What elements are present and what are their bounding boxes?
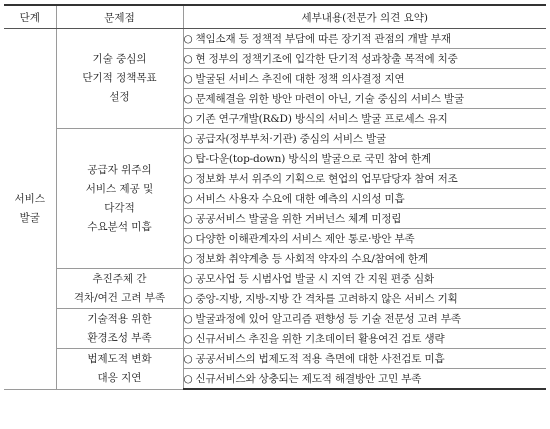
detail-text: 정보화 취약계층 등 사회적 약자의 수요/참여에 한계 <box>195 252 428 265</box>
circle-bullet-icon: ○ <box>183 92 193 105</box>
circle-bullet-icon: ○ <box>183 312 193 325</box>
stage-cell <box>4 29 56 390</box>
detail-cell <box>183 269 546 289</box>
detail-text: 다양한 이해관계자의 서비스 제안 통로·방안 부족 <box>195 232 415 245</box>
detail-cell <box>183 189 546 209</box>
detail-cell <box>183 89 546 109</box>
detail-text: 공모사업 등 시범사업 발굴 시 지역 간 지원 편중 심화 <box>195 272 435 285</box>
issue-label-line: 법제도적 변화 <box>87 352 152 365</box>
issue-cell <box>56 269 183 309</box>
detail-text: 발굴된 서비스 추진에 대한 정책 의사결정 지연 <box>195 72 405 85</box>
detail-cell <box>183 209 546 229</box>
circle-bullet-icon: ○ <box>183 232 193 245</box>
table-row <box>4 309 546 329</box>
detail-text: 공공서비스의 법제도적 적용 측면에 대한 사전검토 미흡 <box>195 352 445 365</box>
detail-cell <box>183 69 546 89</box>
table-row <box>4 129 546 149</box>
detail-cell <box>183 309 546 329</box>
stage-label-line: 서비스 <box>14 192 45 205</box>
detail-text: 서비스 사용자 수요에 대한 예측의 시의성 미흡 <box>195 192 405 205</box>
circle-bullet-icon: ○ <box>183 192 193 205</box>
detail-cell <box>183 289 546 309</box>
issue-label-line: 기술적용 위한 <box>87 312 152 325</box>
detail-cell <box>183 249 546 269</box>
detail-text: 책임소재 등 정책적 부담에 따른 장기적 관점의 개발 부재 <box>195 32 451 45</box>
circle-bullet-icon: ○ <box>183 32 193 45</box>
circle-bullet-icon: ○ <box>183 212 193 225</box>
issue-cell <box>56 129 183 269</box>
detail-text: 정보화 부서 위주의 기획으로 현업의 업무담당자 참여 저조 <box>195 172 458 185</box>
detail-text: 중앙-지방, 지방-지방 간 격차를 고려하지 않은 서비스 기획 <box>195 292 458 305</box>
circle-bullet-icon: ○ <box>183 72 193 85</box>
issue-cell <box>56 349 183 390</box>
circle-bullet-icon: ○ <box>183 272 193 285</box>
detail-cell <box>183 329 546 349</box>
circle-bullet-icon: ○ <box>183 292 193 305</box>
header-stage: 단계 <box>4 5 56 29</box>
detail-cell <box>183 149 546 169</box>
table-header-row <box>4 5 546 29</box>
detail-text: 발굴과정에 있어 알고리즘 편향성 등 기술 전문성 고려 부족 <box>195 312 461 325</box>
detail-text: 문제해결을 위한 방안 마련이 아닌, 기술 중심의 서비스 발굴 <box>195 92 465 105</box>
detail-text: 신규서비스와 상충되는 제도적 해결방안 고민 부족 <box>195 372 422 385</box>
header-detail: 세부내용(전문가 의견 요약) <box>183 5 546 29</box>
detail-text: 현 정부의 정책기조에 입각한 단기적 성과창출 목적에 치중 <box>195 52 458 65</box>
detail-cell <box>183 49 546 69</box>
detail-cell <box>183 109 546 129</box>
detail-cell <box>183 129 546 149</box>
circle-bullet-icon: ○ <box>183 132 193 145</box>
issue-cell <box>56 309 183 349</box>
issue-label-line: 수요분석 미흡 <box>87 220 152 233</box>
detail-cell <box>183 229 546 249</box>
detail-cell <box>183 169 546 189</box>
issue-label-line: 설정 <box>109 91 130 103</box>
detail-text: 기존 연구개발(R&D) 방식의 서비스 발굴 프로세스 유지 <box>195 112 448 125</box>
detail-cell <box>183 349 546 369</box>
header-issue: 문제점 <box>56 5 183 29</box>
table-row <box>4 29 546 49</box>
detail-text: 탑-다운(top-down) 방식의 발굴으로 국민 참여 한계 <box>195 152 432 165</box>
issue-label-line: 환경조성 부족 <box>87 331 152 344</box>
detail-text: 공공서비스 발굴을 위한 거버넌스 체계 미정립 <box>195 212 402 225</box>
table-row <box>4 269 546 289</box>
issue-label-line: 추진주체 간 <box>92 272 147 285</box>
issue-cell <box>56 29 183 129</box>
issue-label-line: 단기적 정책목표 <box>82 72 157 84</box>
circle-bullet-icon: ○ <box>183 352 193 365</box>
expert-opinion-table <box>4 4 546 390</box>
circle-bullet-icon: ○ <box>183 52 193 65</box>
circle-bullet-icon: ○ <box>183 172 193 185</box>
table-row <box>4 349 546 369</box>
issue-label-line: 다각적 <box>104 201 135 214</box>
stage-label-line: 발굴 <box>19 211 40 224</box>
circle-bullet-icon: ○ <box>183 372 193 385</box>
table-body <box>4 29 546 390</box>
issue-label-line: 대응 지연 <box>97 371 142 384</box>
circle-bullet-icon: ○ <box>183 112 193 125</box>
detail-text: 신규서비스 추진을 위한 기초데이터 활용여건 검토 생략 <box>195 332 445 345</box>
circle-bullet-icon: ○ <box>183 152 193 165</box>
circle-bullet-icon: ○ <box>183 252 193 265</box>
circle-bullet-icon: ○ <box>183 332 193 345</box>
detail-cell <box>183 29 546 49</box>
issue-label-line: 기술 중심의 <box>92 53 147 65</box>
detail-text: 공급자(정부부처·기관) 중심의 서비스 발굴 <box>195 132 387 145</box>
issue-label-line: 서비스 제공 및 <box>85 182 154 195</box>
detail-cell <box>183 369 546 390</box>
issue-label-line: 격차/여건 고려 부족 <box>73 291 166 304</box>
issue-label-line: 공급자 위주의 <box>87 163 152 176</box>
